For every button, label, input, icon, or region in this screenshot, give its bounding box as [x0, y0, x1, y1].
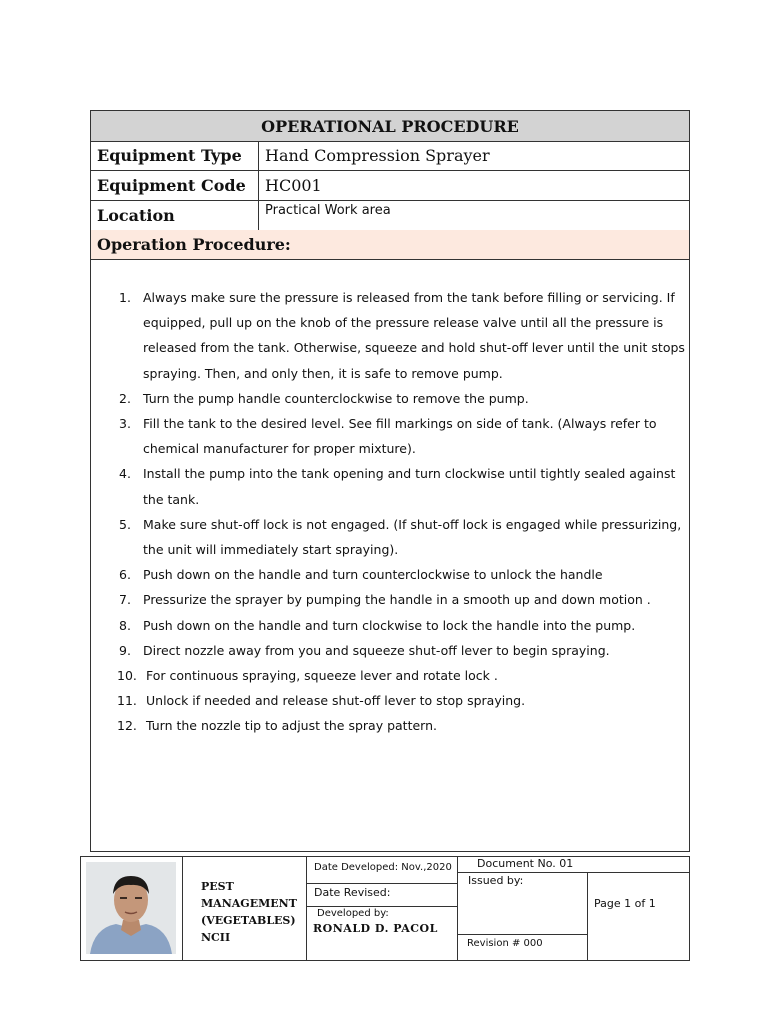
qualification-title: [201, 878, 305, 946]
equipment-type-label: Equipment Type: [91, 141, 259, 170]
step-number: 4.: [119, 466, 131, 482]
divider: [306, 883, 457, 884]
divider: [457, 934, 587, 935]
procedure-step: [119, 461, 685, 511]
procedure-step: [119, 613, 685, 638]
divider: [457, 872, 689, 873]
step-number: 9.: [119, 642, 131, 658]
procedure-steps-list: [119, 285, 685, 739]
step-text: Install the pump into the tank opening and turn clockwise until tightly sealed against the tank.: [143, 466, 676, 507]
location-label: Location: [91, 201, 259, 230]
step-text: Always make sure the pressure is released from the tank before filling or servicing. If equipped, pull up on the knob of the pressure release valve until all the pressure is released from the tank. Otherwise, squeeze and hold shut-off lever until the unit stops spraying. Then, and only then, it is safe to remove pump.: [143, 290, 685, 381]
procedure-step: [119, 688, 685, 713]
divider: [182, 857, 183, 960]
step-number: 7.: [119, 592, 131, 608]
step-text: Pressurize the sprayer by pumping the handle in a smooth up and down motion .: [143, 592, 651, 608]
document-title: OPERATIONAL PROCEDURE: [91, 111, 689, 142]
step-number: 5.: [119, 516, 131, 532]
issued-by: Issued by:: [468, 874, 524, 887]
step-text: Push down on the handle and turn counterclockwise to unlock the handle: [143, 567, 603, 583]
procedure-step: [119, 285, 685, 386]
qualification-line: PEST: [201, 880, 234, 893]
step-text: Unlock if needed and release shut-off lever to stop spraying.: [146, 693, 526, 709]
divider: [306, 857, 307, 960]
divider: [587, 872, 588, 960]
step-text: Turn the pump handle counterclockwise to remove the pump.: [143, 390, 529, 406]
step-text: Fill the tank to the desired level. See fill markings on side of tank. (Always refer to chemical manufacturer for proper mixture).: [143, 416, 657, 457]
developer-photo: [86, 862, 176, 954]
operation-procedure-heading: Operation Procedure:: [91, 230, 689, 260]
divider: [306, 906, 457, 907]
date-revised: Date Revised:: [314, 886, 391, 899]
document-footer: [80, 856, 690, 961]
location-row: [91, 201, 689, 231]
procedure-step: [119, 587, 685, 612]
location-value: Practical Work area: [265, 203, 391, 218]
equipment-code-value: HC001: [265, 176, 322, 195]
date-developed: Date Developed: Nov.,2020: [314, 862, 452, 873]
step-number: 1.: [119, 290, 131, 305]
step-text: Direct nozzle away from you and squeeze shut-off lever to begin spraying.: [143, 642, 610, 658]
step-number: 8.: [119, 617, 131, 633]
procedure-step: [119, 562, 685, 587]
qualification-line: NCII: [201, 931, 231, 944]
developer-name: RONALD D. PACOL: [313, 922, 438, 935]
document-number: Document No. 01: [477, 857, 574, 870]
revision-number: Revision # 000: [467, 938, 543, 949]
page-number: Page 1 of 1: [594, 897, 656, 910]
procedure-table: [90, 110, 690, 852]
qualification-line: MANAGEMENT: [201, 897, 297, 910]
step-number: 12.: [117, 718, 137, 734]
procedure-step: [119, 713, 685, 738]
procedure-step: [119, 411, 685, 461]
equipment-code-label: Equipment Code: [91, 171, 259, 200]
equipment-type-row: [91, 141, 689, 171]
equipment-type-value: Hand Compression Sprayer: [265, 146, 490, 165]
procedure-step: [119, 663, 685, 688]
developed-by-label: Developed by:: [317, 908, 389, 919]
step-number: 11.: [117, 693, 137, 709]
step-text: Make sure shut-off lock is not engaged. (If shut-off lock is engaged while pressurizing, the unit will immediately start spraying).: [143, 516, 682, 558]
procedure-step: [119, 512, 685, 562]
step-text: Turn the nozzle tip to adjust the spray pattern.: [146, 718, 437, 734]
step-number: 10.: [117, 668, 137, 684]
step-number: 3.: [119, 416, 131, 432]
step-text: Push down on the handle and turn clockwise to lock the handle into the pump.: [143, 617, 636, 633]
person-photo-icon: [86, 862, 176, 954]
procedure-step: [119, 638, 685, 663]
qualification-line: (VEGETABLES): [201, 914, 296, 927]
step-text: For continuous spraying, squeeze lever and rotate lock .: [146, 668, 498, 684]
procedure-step: [119, 386, 685, 411]
step-number: 2.: [119, 390, 131, 406]
equipment-code-row: [91, 171, 689, 201]
step-number: 6.: [119, 567, 131, 583]
